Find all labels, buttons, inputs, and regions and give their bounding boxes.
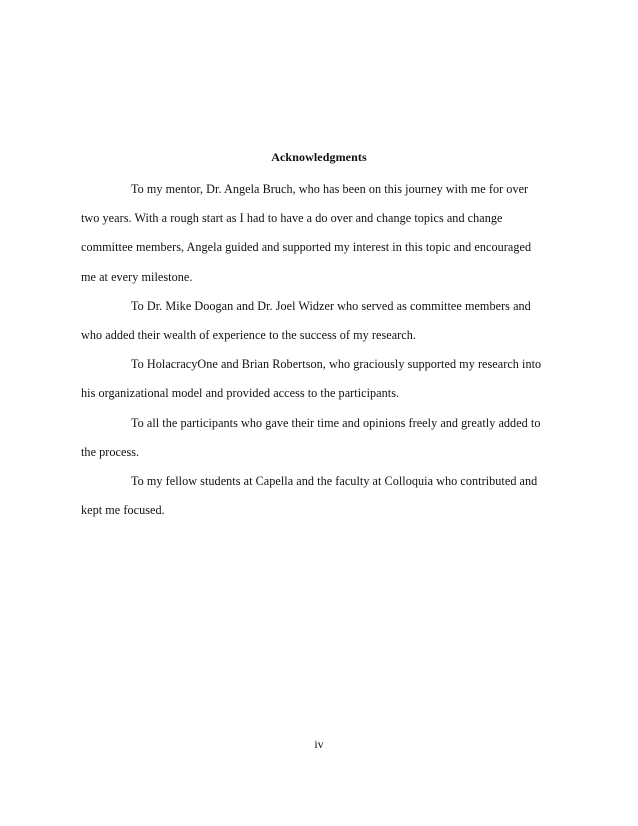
text-line: the process. (81, 444, 140, 459)
text-line: kept me focused. (81, 503, 165, 518)
text-line: To Dr. Mike Doogan and Dr. Joel Widzer who served as committee members and (131, 298, 531, 313)
text-line: To my fellow students at Capella and the faculty at Colloquia who contributed and (131, 473, 538, 488)
text-line: me at every milestone. (81, 269, 193, 284)
text-line: who added their wealth of experience to the success of my research. (81, 327, 416, 342)
paragraph-fellow-students (81, 467, 559, 525)
acknowledgments-body (81, 175, 559, 525)
text-line: committee members, Angela guided and supported my interest in this topic and encouraged (81, 240, 532, 255)
paragraph-participants (81, 409, 559, 467)
text-line: To all the participants who gave their time and opinions freely and greatly added to (131, 415, 541, 430)
text-line: To my mentor, Dr. Angela Bruch, who has been on this journey with me for over (131, 182, 529, 196)
page-title: Acknowledgments (271, 150, 367, 164)
text-line: his organizational model and provided access to the participants. (81, 386, 400, 401)
page-number: iv (314, 737, 324, 751)
paragraph-committee (81, 292, 559, 350)
text-line: two years. With a rough start as I had to have a do over and change topics and change (81, 211, 503, 226)
text-line: To HolacracyOne and Brian Robertson, who graciously supported my research into (131, 357, 542, 372)
paragraph-mentor (81, 175, 559, 292)
paragraph-holacracyone (81, 350, 559, 408)
